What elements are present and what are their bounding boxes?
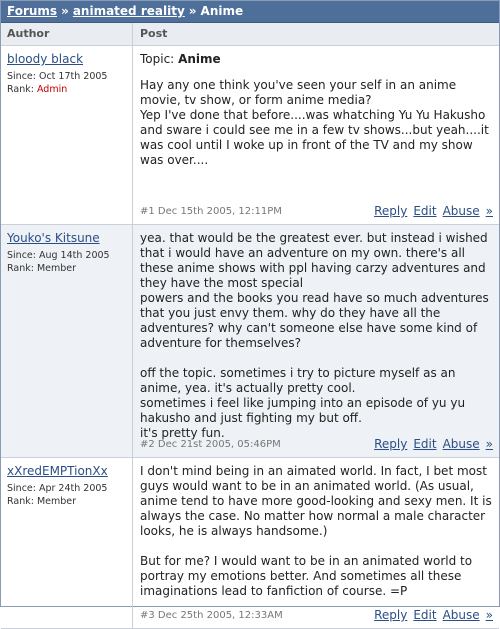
post-footer [140,608,493,622]
author-since: Since: Aug 14th 2005 [7,250,110,261]
rank-value: Member [36,496,77,507]
post-body-cell [133,46,499,224]
rank-value: Admin [36,84,68,95]
edit-link[interactable]: Edit [413,437,437,451]
edit-link[interactable]: Edit [413,204,437,218]
breadcrumb-separator: » [61,4,69,18]
table-header [1,23,499,46]
post-row [1,458,499,629]
author-rank [7,83,132,96]
abuse-link[interactable]: Abuse [442,608,480,622]
author-rank [7,495,132,508]
reply-link[interactable]: Reply [374,204,408,218]
rank-value: Member [36,263,77,274]
abuse-link[interactable]: Abuse [442,437,480,451]
breadcrumb-category-link[interactable]: animated reality [72,4,185,18]
author-since: Since: Apr 24th 2005 [7,483,108,494]
author-name-link[interactable]: bloody black [7,52,84,66]
post-body-cell [133,458,499,628]
post-author-cell [1,458,133,628]
post-text: Hay any one think you've seen your self in an anime movie, tv show, or form anime media? Yep I've done that before....was whatching Yu Yu Hakusho and sware i could see me in a few tv shows...but yeah....it was cool until I woke up in front of the TV and my show was over.... [140,78,489,167]
edit-link[interactable]: Edit [413,608,437,622]
post-footer [140,204,493,218]
post-topic [140,52,493,66]
more-link[interactable]: » [485,437,493,451]
breadcrumb [1,1,499,23]
reply-link[interactable]: Reply [374,608,408,622]
rank-label: Rank: [7,84,34,95]
post-text: yea. that would be the greatest ever. but instead i wished that i would have an adventure on my own. there's all these anime shows with ppl having carzy adventures and they have the most special powers and the books you read have so much adventures that you just envy them. why do they have all the adventures? why can't someone else have some kind of adventure for themselves? off the topic. sometimes i try to picture myself as an anime, yea. it's actually pretty cool. sometimes i feel like jumping into an episode of yu yu hakusho and just fighting my but off. it's pretty fun. [140,231,489,440]
post-meta: #3 Dec 25th 2005, 12:33AM [140,609,283,621]
post-column-header: Post [140,27,168,40]
rank-label: Rank: [7,263,34,274]
post-meta: #2 Dec 21st 2005, 05:46PM [140,438,281,450]
topic-title: Anime [178,52,221,66]
post-row [1,46,499,225]
post-author-cell [1,46,133,224]
author-rank [7,262,132,275]
breadcrumb-current: Anime [200,4,244,18]
more-link[interactable]: » [485,204,493,218]
post-text: I don't mind being in an aimated world. In fact, I bet most guys would want to be in an animated world. (As usual, anime tend to have more good-looking and sexy men. It is always the case. No matter how normal a male character looks, he is always handsome.) But for me? I would want to be in an animated world to portray my emotions better. And sometimes all these imaginations lead to fanfiction of course. =P [140,464,492,598]
abuse-link[interactable]: Abuse [442,204,480,218]
post-row [1,225,499,458]
more-link[interactable]: » [485,608,493,622]
author-name-link[interactable]: Youko's Kitsune [7,231,100,245]
author-since: Since: Oct 17th 2005 [7,71,108,82]
author-name-link[interactable]: xXredEMPTionXx [7,464,108,478]
author-column-header: Author [1,23,133,45]
reply-link[interactable]: Reply [374,437,408,451]
post-footer [140,437,493,451]
topic-label: Topic: [140,52,175,66]
breadcrumb-separator: » [188,4,197,18]
post-meta: #1 Dec 15th 2005, 12:11PM [140,205,282,217]
post-body-cell [133,225,499,457]
rank-label: Rank: [7,496,34,507]
post-author-cell [1,225,133,457]
breadcrumb-forums-link[interactable]: Forums [7,4,58,18]
